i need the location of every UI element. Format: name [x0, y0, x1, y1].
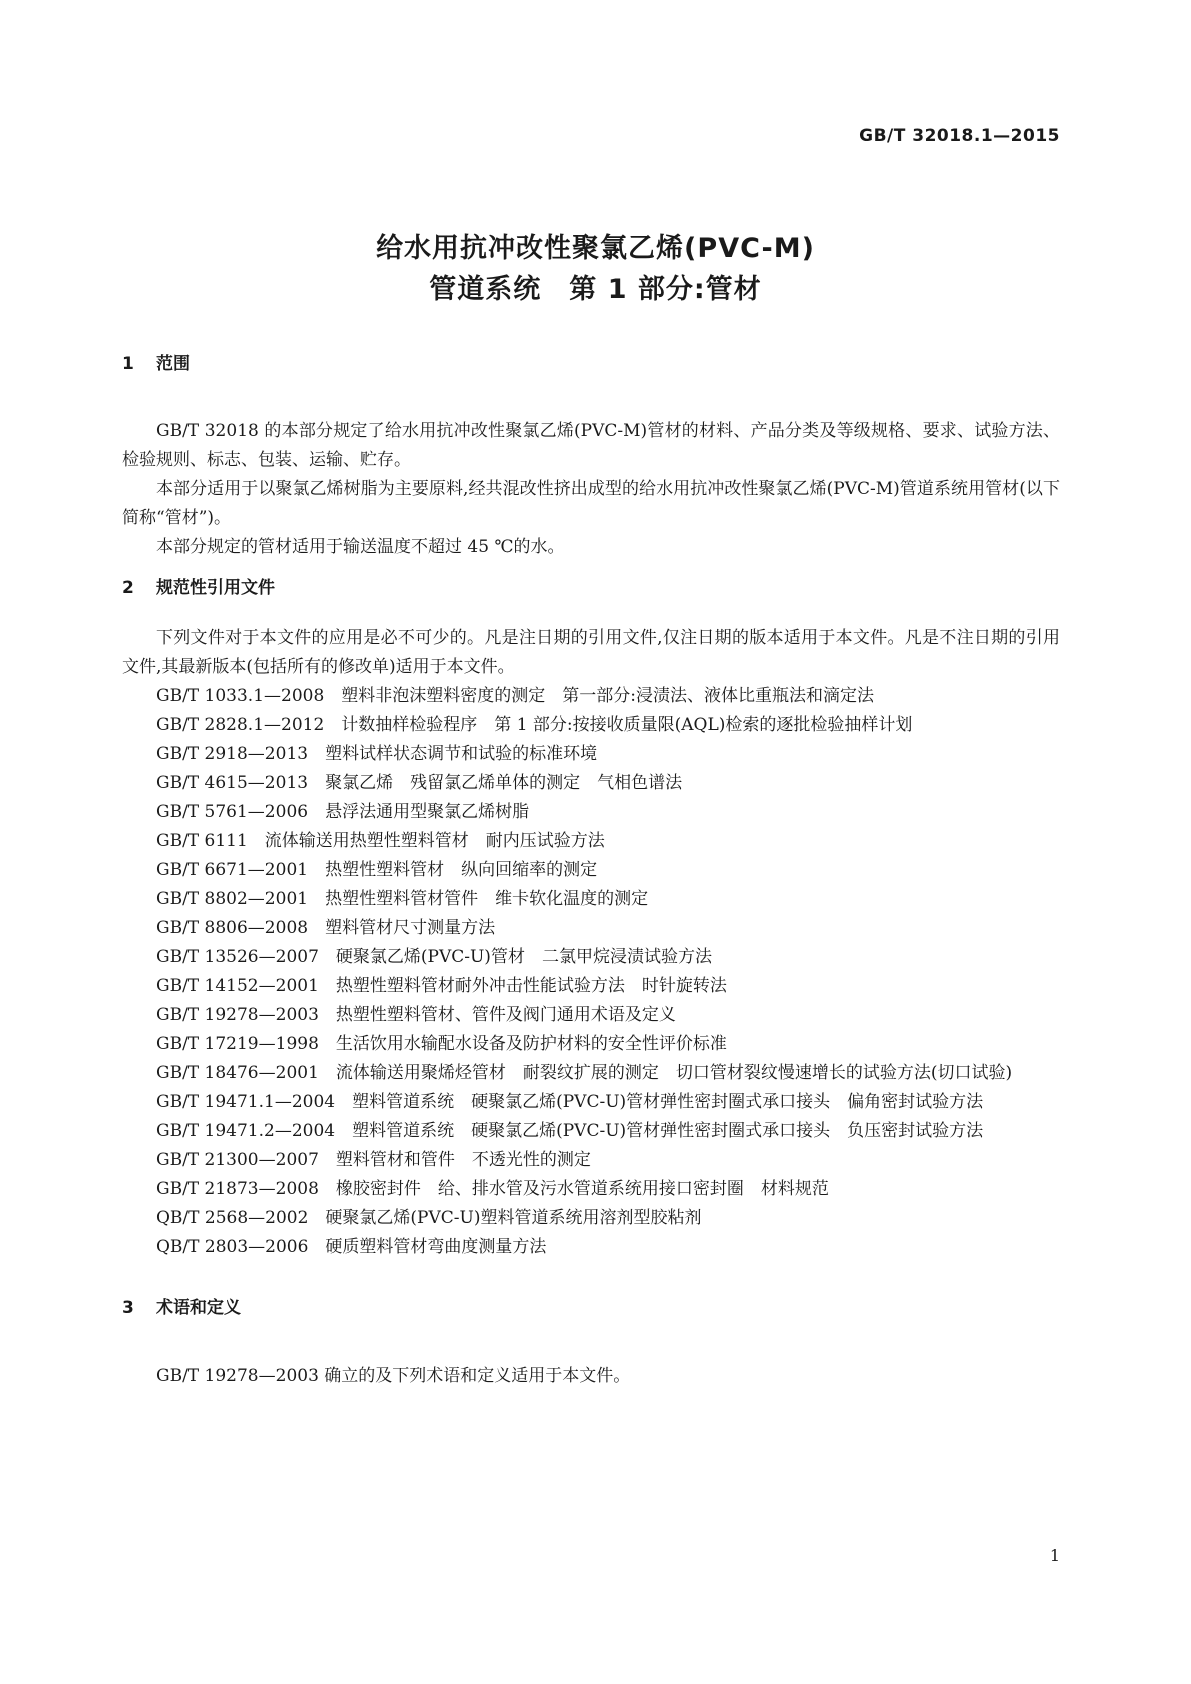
reference-item: GB/T 8802—2001 热塑性塑料管材管件 维卡软化温度的测定 — [156, 889, 649, 909]
reference-item: GB/T 17219—1998 生活饮用水输配水设备及防护材料的安全性评价标准 — [156, 1034, 727, 1054]
section-number: 2 — [122, 578, 134, 598]
section-number: 1 — [122, 354, 134, 374]
reference-item: GB/T 19471.2—2004 塑料管道系统 硬聚氯乙烯(PVC-U)管材弹性密封圈式承口接头 负压密封试验方法 — [156, 1121, 984, 1141]
reference-item: GB/T 6671—2001 热塑性塑料管材 纵向回缩率的测定 — [156, 860, 598, 880]
reference-item: GB/T 2828.1—2012 计数抽样检验程序 第 1 部分:按接收质量限(AQL)检索的逐批检验抽样计划 — [156, 715, 913, 735]
reference-item: QB/T 2803—2006 硬质塑料管材弯曲度测量方法 — [156, 1237, 547, 1257]
paragraph: 本部分适用于以聚氯乙烯树脂为主要原料,经共混改性挤出成型的给水用抗冲改性聚氯乙烯(PVC-M)管道系统用管材(以下简称“管材”)。 — [122, 479, 1060, 528]
title-line-1: 给水用抗冲改性聚氯乙烯(PVC-M) — [376, 233, 815, 264]
reference-item: GB/T 4615—2013 聚氯乙烯 残留氯乙烯单体的测定 气相色谱法 — [156, 773, 683, 793]
reference-item: GB/T 1033.1—2008 塑料非泡沫塑料密度的测定 第一部分:浸渍法、液体比重瓶法和滴定法 — [156, 686, 875, 706]
section-heading-terms — [122, 1296, 1060, 1320]
section-title: 规范性引用文件 — [156, 578, 275, 598]
reference-item: GB/T 21300—2007 塑料管材和管件 不透光性的测定 — [156, 1150, 591, 1170]
section-title: 术语和定义 — [156, 1298, 241, 1318]
reference-item: GB/T 19471.1—2004 塑料管道系统 硬聚氯乙烯(PVC-U)管材弹性密封圈式承口接头 偏角密封试验方法 — [156, 1092, 984, 1112]
reference-item: GB/T 2918—2013 塑料试样状态调节和试验的标准环境 — [156, 744, 598, 764]
reference-item: QB/T 2568—2002 硬聚氯乙烯(PVC-U)塑料管道系统用溶剂型胶粘剂 — [156, 1208, 702, 1228]
section-title: 范围 — [156, 354, 190, 374]
section-heading-normative-references — [122, 576, 1060, 600]
reference-item: GB/T 18476—2001 流体输送用聚烯烃管材 耐裂纹扩展的测定 切口管材裂纹慢速增长的试验方法(切口试验) — [156, 1063, 1013, 1083]
page-number: 1 — [1049, 1546, 1060, 1565]
reference-item: GB/T 21873—2008 橡胶密封件 给、排水管及污水管道系统用接口密封圈 材料规范 — [156, 1179, 829, 1199]
document-body — [122, 352, 1060, 1391]
reference-item: GB/T 13526—2007 硬聚氯乙烯(PVC-U)管材 二氯甲烷浸渍试验方法 — [156, 947, 712, 967]
reference-item: GB/T 14152—2001 热塑性塑料管材耐外冲击性能试验方法 时针旋转法 — [156, 976, 727, 996]
section-number: 3 — [122, 1298, 134, 1318]
paragraph: 下列文件对于本文件的应用是必不可少的。凡是注日期的引用文件,仅注日期的版本适用于本文件。凡是不注日期的引用文件,其最新版本(包括所有的修改单)适用于本文件。 — [122, 628, 1060, 677]
standard-number: GB/T 32018.1—2015 — [859, 126, 1060, 146]
paragraph: 本部分规定的管材适用于输送温度不超过 45 ℃的水。 — [156, 537, 565, 557]
document-title — [0, 228, 1191, 310]
reference-item: GB/T 6111 流体输送用热塑性塑料管材 耐内压试验方法 — [156, 831, 605, 851]
paragraph: GB/T 32018 的本部分规定了给水用抗冲改性聚氯乙烯(PVC-M)管材的材料、产品分类及等级规格、要求、试验方法、检验规则、标志、包装、运输、贮存。 — [122, 421, 1060, 470]
reference-item: GB/T 19278—2003 热塑性塑料管材、管件及阀门通用术语及定义 — [156, 1005, 676, 1025]
title-line-2: 管道系统 第 1 部分:管材 — [429, 274, 762, 305]
section-heading-scope — [122, 352, 1060, 376]
reference-list — [122, 682, 1060, 1262]
reference-item: GB/T 8806—2008 塑料管材尺寸测量方法 — [156, 918, 496, 938]
reference-item: GB/T 5761—2006 悬浮法通用型聚氯乙烯树脂 — [156, 802, 530, 822]
paragraph: GB/T 19278—2003 确立的及下列术语和定义适用于本文件。 — [156, 1366, 631, 1386]
